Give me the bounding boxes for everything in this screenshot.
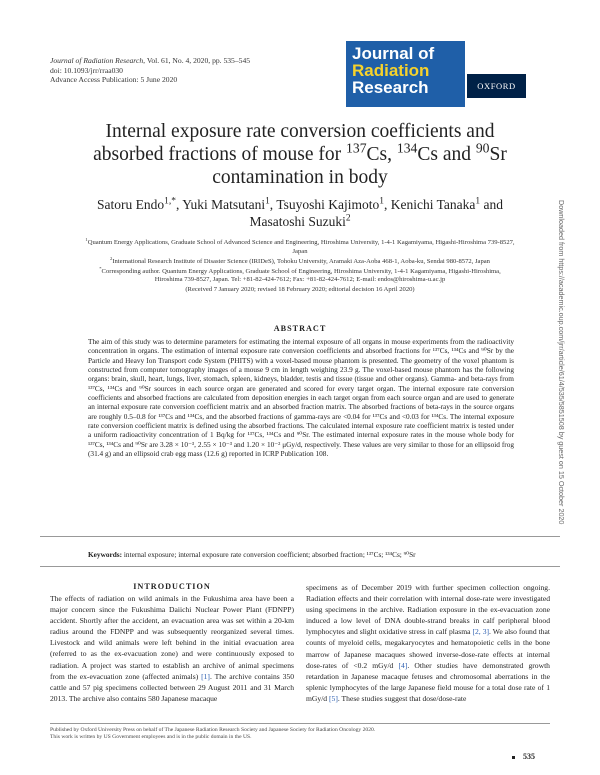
- journal-citation: [50, 56, 250, 85]
- citation-link[interactable]: [1]: [201, 671, 210, 681]
- footer-line: Published by Oxford University Press on behalf of The Japanese Radiation Research Society and Japanese Society for Radiation Oncology 2020.: [50, 727, 376, 733]
- advance-access-date: Advance Access Publication: 5 June 2020: [50, 75, 178, 85]
- logo-line-3: Research: [352, 78, 429, 97]
- affiliation: $^1$Quantum Energy Applications, Graduate School of Advanced Science and Engineering, Hiroshima University, 1-4-1 Kagamiyama, Higashi-Hiroshima 739-8527, Japan: [85, 236, 515, 255]
- footer-divider: [50, 723, 550, 724]
- citation-link[interactable]: [4]: [398, 660, 408, 670]
- author-list: Satoru Endo$^{1,*}$, Yuki Matsutani$^1$, Tsuyoshi Kajimoto$^1$, Kenichi Tanaka$^1$ and Masatoshi Suzuki$^2$: [97, 196, 503, 229]
- abstract-body: The aim of this study was to determine parameters for estimating the internal exposure of all organs in mouse experiments from the radioactivity concentration in organs. The estimation of internal exposure rate conversion coefficients and absorbed fractions for ¹³⁷Cs, ¹³⁴Cs and ⁹⁰Sr by the Particle and Heavy Ion Transport code System (PHITS) with a voxel-based mouse phantom is presented. The geometry of the voxel phantom is constructed from computer tomography images of a mouse 9 cm in length weighing 23.9 g. The voxel-based mouse phantom has the following organs: brain, skull, heart, lungs, liver, stomach, spleen, kidneys, bladder, testis and tissue (tissue and other organs). Gamma- and beta-rays from ¹³⁷Cs, ¹³⁴Cs and ⁹⁰Sr sources in each source organ are generated and scored for every target organ. The internal exposure rate conversion coefficients and absorbed fractions are calculated from deposition energies in each target organ from each source organ and are used to generate an internal exposure rate conversion coefficient matrix and an absorbed fraction matrix. The absorbed fractions of beta-rays in the source organs are roughly 0.5–0.8 for ¹³⁷Cs and ¹³⁴Cs, and the absorbed fractions of gamma-rays are <0.04 for ¹³⁷Cs and <0.03 for ¹³⁴Cs. The internal exposure rate conversion coefficient matrix is defined using the absorbed fractions. The calculated internal exposure rate coefficient matrix is tested under a uniform radioactivity concentration of 1 Bq/kg for ¹³⁷Cs, ¹³⁴Cs and ⁹⁰Sr. The estimated internal exposure rates in the mouse whole body for ¹³⁷Cs, ¹³⁴Cs and ⁹⁰Sr are 3.28 × 10⁻³, 2.55 × 10⁻³ and 1.20 × 10⁻² μGy/d, respectively. These values are very similar to those for an ellipsoid frog (31.4 g) and an ellipsoid crab egg mass (12.6 g) reported in ICRP Publication 108.: [88, 337, 514, 459]
- author[interactable]: Masatoshi Suzuki$^2$: [249, 213, 351, 229]
- logo-line-2: Radiation: [352, 61, 430, 80]
- divider: [40, 536, 560, 537]
- bullet-icon: [512, 756, 515, 759]
- body-column-right: specimens as of December 2019 with further specimen collection ongoing. Radiation effects and their correlation with internal dose-rate were investigated using specimens in the archive. Radiation exposure in the ex-evacuation zone induced a low level of DNA double-strand breaks in calf peripheral blood lymphocytes and slight oxidative stress in calf plasma [2, 3]. We also found that counts of myeloid cells, megakaryocytes and hematopoietic cells in the bone marrow of Japanese macaques showed inverse-dose-rate effects at internal dose-rates of <0.2 mGy/d [4]. Other studies have demonstrated growth retardation in Japanese macaque fetuses and chromosomal aberrations in the splenic lymphocytes of the large Japanese field mouse for a total dose rate of 1 mGy/d [5]. These studies suggest that dose/dose-rate: [306, 583, 551, 703]
- body-column-left: The effects of radiation on wild animals in the Fukushima area have been a major concern since the Fukushima Daiichi Nuclear Power Plant (FDNPP) accident. Shortly after the accident, an evacuation area was set within a 20-km radius around the FDNPP and was subsequently reorganized several times. Livestock and wild animals were left behind in the initial evacuation area (referred to as the ex-evacuation zone) and were continuously exposed to radiation. A project was started to establish an archive of animal specimens from the ex-evacuation zone (affected animals) [1]. The archive contains 350 cattle and 57 pig specimens collected between 29 August 2011 and 31 March 2013. The archive also contains 580 Japanese macaque: [50, 594, 294, 703]
- citation-link[interactable]: [5]: [329, 693, 338, 703]
- received-dates: (Received 7 January 2020; revised 18 February 2020; editorial decision 16 April 2020): [185, 286, 415, 294]
- isotope-symbol: Cs and: [417, 144, 476, 165]
- title-line-1: Internal exposure rate conversion coefficients and: [105, 121, 495, 142]
- title-line-3: contamination in body: [212, 167, 388, 188]
- isotope-symbol: Sr: [489, 144, 507, 165]
- doi-link[interactable]: doi: 10.1093/jrr/rraa030: [50, 65, 123, 75]
- affiliation: $^2$International Research Institute of Disaster Science (IRIDeS), Tohoku University, Aramaki Aza-Aoba 468-1, Aoba-ku, Sendai 980-8572, Japan: [110, 255, 490, 265]
- journal-name: Journal of Radiation Research: [50, 56, 144, 65]
- citation-link[interactable]: [2, 3]: [472, 627, 490, 637]
- abstract-heading: ABSTRACT: [273, 324, 327, 333]
- section-heading-introduction: INTRODUCTION: [133, 582, 211, 591]
- keywords-label: Keywords:: [88, 550, 123, 559]
- publisher-logo[interactable]: [467, 74, 526, 98]
- isotope-mass: 137: [346, 140, 367, 156]
- affiliations: [85, 236, 515, 297]
- title-text: absorbed fractions of mouse for: [93, 144, 347, 165]
- journal-logo[interactable]: [346, 41, 465, 107]
- isotope-mass: 134: [396, 140, 418, 156]
- logo-line-1: Journal of: [352, 44, 435, 63]
- journal-volume: , Vol. 61, No. 4, 2020, pp. 535–545: [143, 56, 251, 65]
- title-line-2: [40, 140, 560, 166]
- article-title: [40, 120, 560, 189]
- keywords: [88, 550, 514, 559]
- corresponding-author: *Corresponding author. Quantum Energy Applications, Graduate School of Engineering, Hiroshima University, 1-4-1 Kagamiyama, Higashi-Hiroshima, Hiroshima 739-8527, Japan. Tel: +81-82-424-7612; Fax: +81-82-424-7612; E-mail: endos@hiroshima-u.ac.jp: [99, 265, 501, 284]
- author[interactable]: Yuki Matsutani$^1$: [182, 196, 270, 212]
- author[interactable]: Satoru Endo$^{1,*}$: [97, 196, 176, 212]
- page-number: 535: [512, 752, 535, 761]
- download-stamp: Downloaded from https://academic.oup.com/jrr/article/61/4/535/5851508 by guest on 15 October 2020: [557, 200, 566, 525]
- keywords-list: internal exposure; internal exposure rate conversion coefficient; absorbed fraction; ¹³⁷Cs; ¹³⁴Cs; ⁹⁰Sr: [123, 550, 416, 559]
- author-separator: and: [480, 197, 503, 212]
- footer-line: This work is written by US Government employees and is in the public domain in the US.: [50, 734, 252, 741]
- author[interactable]: Tsuyoshi Kajimoto$^1$: [276, 196, 384, 212]
- copyright-footer: [50, 727, 550, 742]
- publisher-name: OXFORD: [477, 81, 516, 91]
- isotope-mass: 90: [475, 140, 490, 156]
- author[interactable]: Kenichi Tanaka$^1$: [390, 196, 481, 212]
- isotope-symbol: Cs,: [366, 144, 397, 165]
- divider: [40, 566, 560, 567]
